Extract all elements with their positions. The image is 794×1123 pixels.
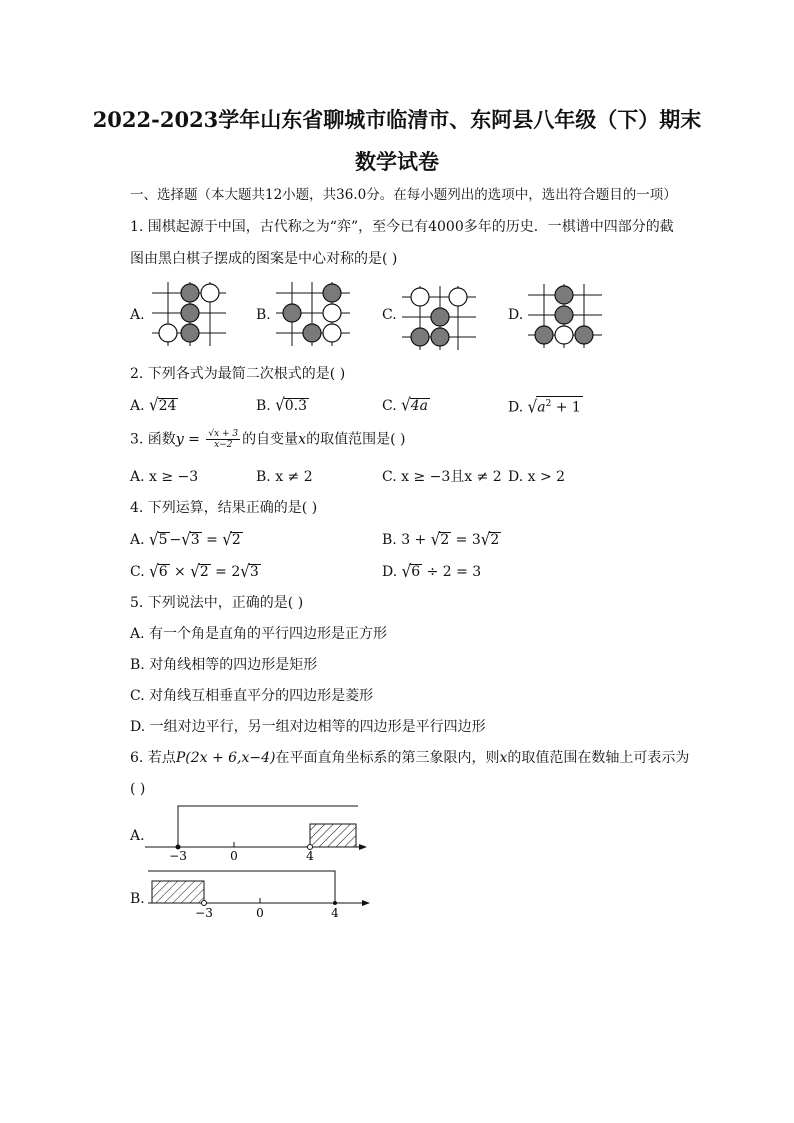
q2-option-c xyxy=(382,396,430,415)
q4-option-d xyxy=(382,562,481,581)
section-heading: 一、选择题（本大题共12小题，共36.0分。在每小题列出的选项中，选出符合题目的一项） xyxy=(130,187,677,203)
sqrt-icon: √ xyxy=(181,528,191,550)
q2-d-label: D. xyxy=(508,399,524,416)
q3-stem-pre: 3. 函数 xyxy=(130,431,176,448)
sqrt-icon: √ xyxy=(275,394,285,416)
q2-option-d xyxy=(508,396,583,417)
q4-option-c xyxy=(130,562,261,581)
q4-a-r1: 5 xyxy=(158,532,168,548)
q4-b-label: B. xyxy=(382,532,397,548)
q3-stem xyxy=(130,429,405,450)
q4-a-label: A. xyxy=(130,532,145,548)
q1-option-b-label: B. xyxy=(256,307,271,323)
q6-stem-point: P(2x + 6,x−4) xyxy=(175,750,276,766)
page-title: 2022-2023学年山东省聊城市临清市、东阿县八年级（下）期末 xyxy=(92,107,702,132)
q5-stem: 5. 下列说法中，正确的是( ) xyxy=(130,595,304,611)
q1-board-a xyxy=(150,280,230,350)
q2-stem: 2. 下列各式为最简二次根式的是( ) xyxy=(130,366,346,382)
q1-option-d-label: D. xyxy=(508,307,524,323)
q2-option-b xyxy=(256,396,309,415)
tick-label: 0 xyxy=(256,906,264,920)
q3-c-pre: C. x ≥ −3 xyxy=(382,469,451,485)
q2-b-label: B. xyxy=(256,398,271,414)
q5-option-d: D. 一组对边平行，另一组对边相等的四边形是平行四边形 xyxy=(130,719,486,735)
q4-c-label: C. xyxy=(130,564,145,580)
tick-label: −3 xyxy=(195,906,213,920)
sqrt-icon: √ xyxy=(401,394,411,416)
q3-fraction xyxy=(206,429,240,450)
q2-c-label: C. xyxy=(382,398,397,414)
q6-option-a-label: A. xyxy=(130,828,145,844)
q4-a-eq: = xyxy=(201,532,223,548)
q2-b-radicand: 0.3 xyxy=(284,398,308,414)
q1-board-d xyxy=(526,282,606,352)
q4-b-pre: 3 + xyxy=(401,532,431,548)
q4-b-r2: 2 xyxy=(490,532,500,548)
sqrt-icon: √ xyxy=(149,560,159,582)
q2-a-radicand: 24 xyxy=(158,398,177,414)
q4-a-op: − xyxy=(169,532,182,548)
sqrt-icon: √ xyxy=(430,528,441,550)
q5-option-b: B. 对角线相等的四边形是矩形 xyxy=(130,657,318,673)
q6-stem-post: 的取值范围在数轴上可表示为 xyxy=(507,750,690,766)
q1-board-c xyxy=(400,284,480,354)
arrow-icon xyxy=(362,900,370,906)
q4-option-b xyxy=(382,530,501,549)
q1-line2: 图由黑白棋子摆成的图案是中心对称的是( ) xyxy=(130,251,398,267)
q3-option-a: A. x ≥ −3 xyxy=(130,469,199,485)
q4-a-r3: 2 xyxy=(231,532,241,548)
q2-option-a xyxy=(130,396,178,415)
q6-stem-pre: 6. 若点 xyxy=(130,750,176,766)
q1-option-a-label: A. xyxy=(130,307,145,323)
sqrt-icon: √ xyxy=(527,396,538,418)
q4-a-r2: 3 xyxy=(190,532,200,548)
q3-c-mid: 且 xyxy=(450,469,465,485)
q4-c-r1: 6 xyxy=(158,564,168,580)
q3-stem-post: 的取值范围是( ) xyxy=(306,431,406,448)
q6-stem-mid: 在平面直角坐标系的第三象限内，则 xyxy=(275,750,500,766)
q1-board-b xyxy=(274,280,354,350)
q2-d-rest: + 1 xyxy=(551,399,581,416)
q3-option-c xyxy=(382,468,502,486)
sqrt-icon: √ xyxy=(401,560,412,582)
q2-c-radicand: 4a xyxy=(410,398,428,414)
q4-b-r1: 2 xyxy=(440,532,450,548)
q1-line1: 1. 围棋起源于中国，古代称之为“弈”，至今已有4000多年的历史．一棋谱中四部分的截 xyxy=(130,219,674,235)
q2-d-radicand xyxy=(536,396,583,416)
tick-label: 0 xyxy=(230,849,238,863)
q3-stem-y: y = xyxy=(175,431,205,448)
q6-stem-x: x xyxy=(499,750,508,766)
q2-d-base: a xyxy=(537,399,546,416)
q3-option-b: B. x ≠ 2 xyxy=(256,469,313,485)
q6-numberline-b xyxy=(148,868,378,924)
q3-stem-x: x xyxy=(298,431,307,448)
q4-stem: 4. 下列运算，结果正确的是( ) xyxy=(130,500,318,516)
q3-stem-mid: 的自变量 xyxy=(242,431,299,448)
sqrt-icon: √ xyxy=(240,560,250,582)
sqrt-icon: √ xyxy=(149,528,159,550)
sqrt-icon: √ xyxy=(190,560,200,582)
q6-paren: ( ) xyxy=(130,781,146,797)
q4-d-r1: 6 xyxy=(411,564,421,580)
q4-c-r2: 2 xyxy=(199,564,209,580)
tick-label: 4 xyxy=(331,906,339,920)
q6-option-b-label: B. xyxy=(130,891,145,907)
q4-c-op: × xyxy=(169,564,191,580)
tick-label: −3 xyxy=(169,849,187,863)
q2-a-label: A. xyxy=(130,398,145,414)
q4-d-label: D. xyxy=(382,564,398,580)
q6-stem xyxy=(130,749,689,767)
sqrt-icon: √ xyxy=(480,528,491,550)
q3-frac-den: x−2 xyxy=(214,440,233,450)
q3-c-post: x ≠ 2 xyxy=(464,469,502,485)
q3-frac-num: √x + 3 xyxy=(208,429,239,439)
q6-numberline-a xyxy=(145,800,375,866)
q4-option-a xyxy=(130,530,243,549)
q3-option-d: D. x > 2 xyxy=(508,469,566,485)
arrow-icon xyxy=(359,844,367,850)
q5-option-c: C. 对角线互相垂直平分的四边形是菱形 xyxy=(130,688,374,704)
q5-option-a: A. 有一个角是直角的平行四边形是正方形 xyxy=(130,626,388,642)
tick-label: 4 xyxy=(306,849,314,863)
q4-c-r3: 3 xyxy=(249,564,259,580)
q2-d-exp: 2 xyxy=(545,399,552,409)
sqrt-icon: √ xyxy=(222,528,232,550)
q4-c-eq: = 2 xyxy=(210,564,241,580)
sqrt-icon: √ xyxy=(149,394,159,416)
q1-option-c-label: C. xyxy=(382,307,397,323)
page-subtitle: 数学试卷 xyxy=(355,149,439,174)
q4-b-eq: = 3 xyxy=(451,532,481,548)
q4-d-rest: ÷ 2 = 3 xyxy=(422,564,482,580)
